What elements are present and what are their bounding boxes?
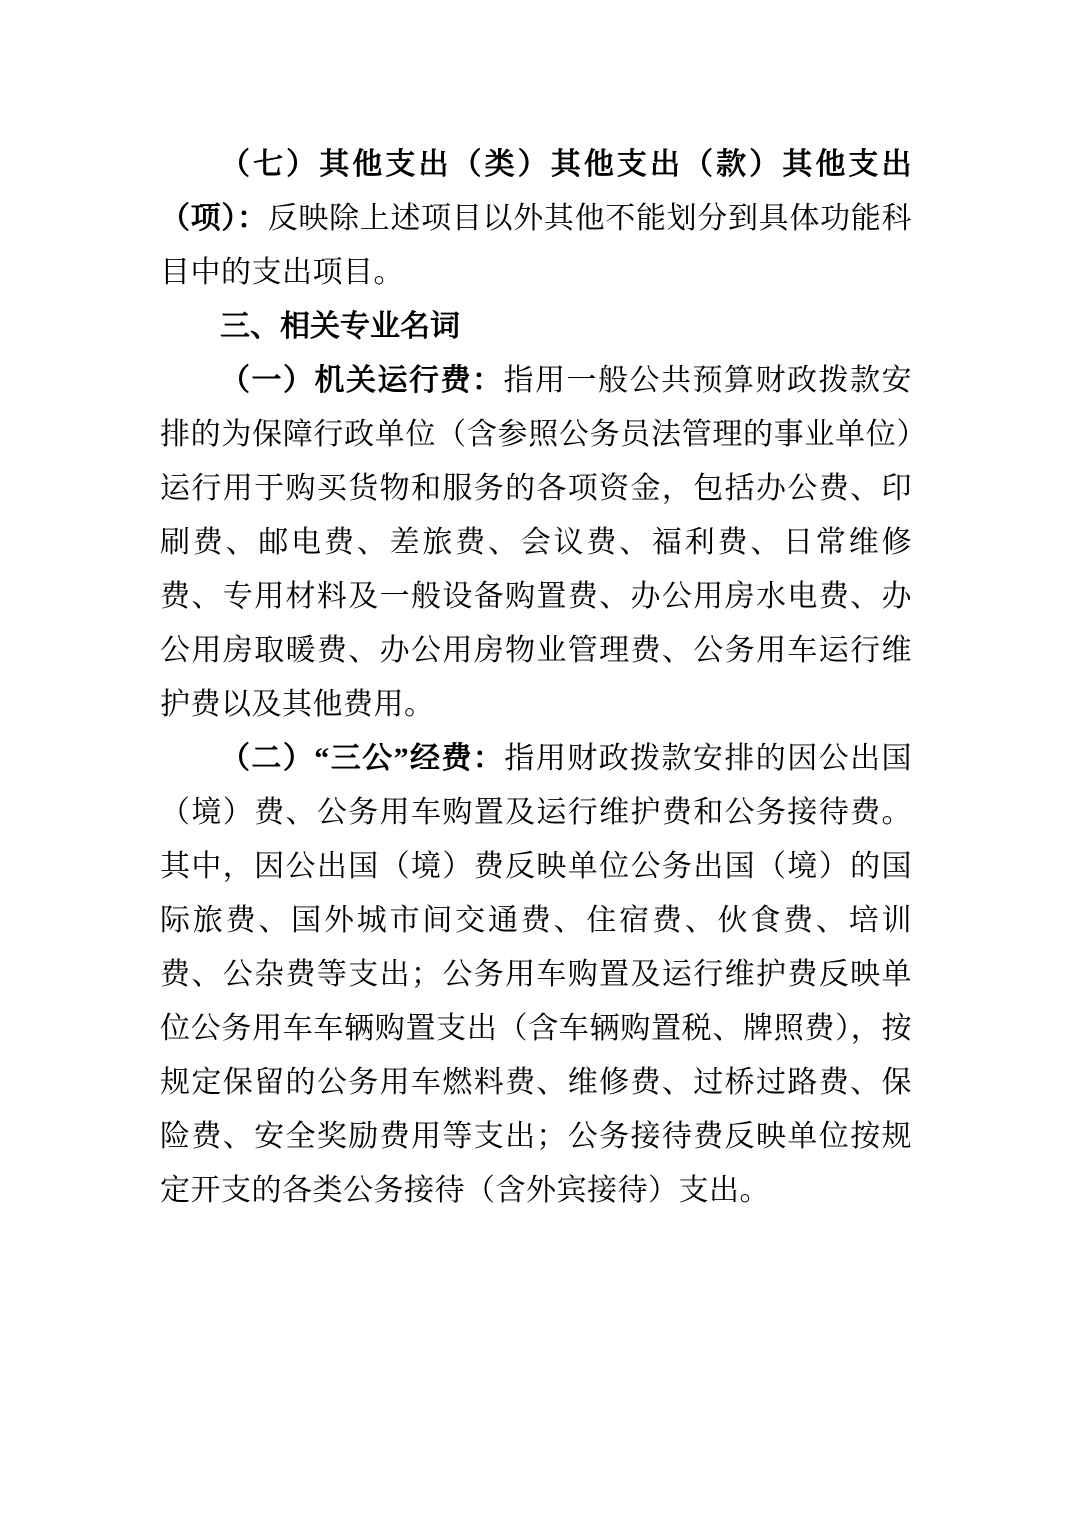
paragraph-three-public-funds xyxy=(160,732,912,1218)
paragraph-other-expenditure-lead: （七）其他支出（类）其他支出（款）其他支出（项）： xyxy=(160,148,912,235)
paragraph-agency-operating-expenses xyxy=(160,354,912,732)
section-heading-related-terms: 三、相关专业名词 xyxy=(220,310,460,343)
paragraph-other-expenditure-text: 反映除上述项目以外其他不能划分到具体功能科目中的支出项目。 xyxy=(160,202,912,289)
paragraph-three-public-funds-text: 指用财政拨款安排的因公出国（境）费、公务用车购置及运行维护费和公务接待费。其中，因公出国（境）费反映单位公务出国（境）的国际旅费、国外城市间交通费、住宿费、伙食费、培训费、公杂费等支出；公务用车购置及运行维护费反映单位公务用车车辆购置支出（含车辆购置税、牌照费），按规定保留的公务用车燃料费、维修费、过桥过路费、保险费、安全奖励费用等支出；公务接待费反映单位按规定开支的各类公务接待（含外宾接待）支出。 xyxy=(160,742,913,1207)
paragraph-three-public-funds-lead: （二）“三公”经费： xyxy=(220,742,505,775)
paragraph-other-expenditure xyxy=(160,138,912,300)
paragraph-agency-operating-expenses-lead: （一）机关运行费： xyxy=(220,364,504,397)
paragraph-agency-operating-expenses-text: 指用一般公共预算财政拨款安排的为保障行政单位（含参照公务员法管理的事业单位）运行用于购买货物和服务的各项资金，包括办公费、印刷费、邮电费、差旅费、会议费、福利费、日常维修费、专用材料及一般设备购置费、办公用房水电费、办公用房取暖费、办公用房物业管理费、公务用车运行维护费以及其他费用。 xyxy=(160,364,912,721)
